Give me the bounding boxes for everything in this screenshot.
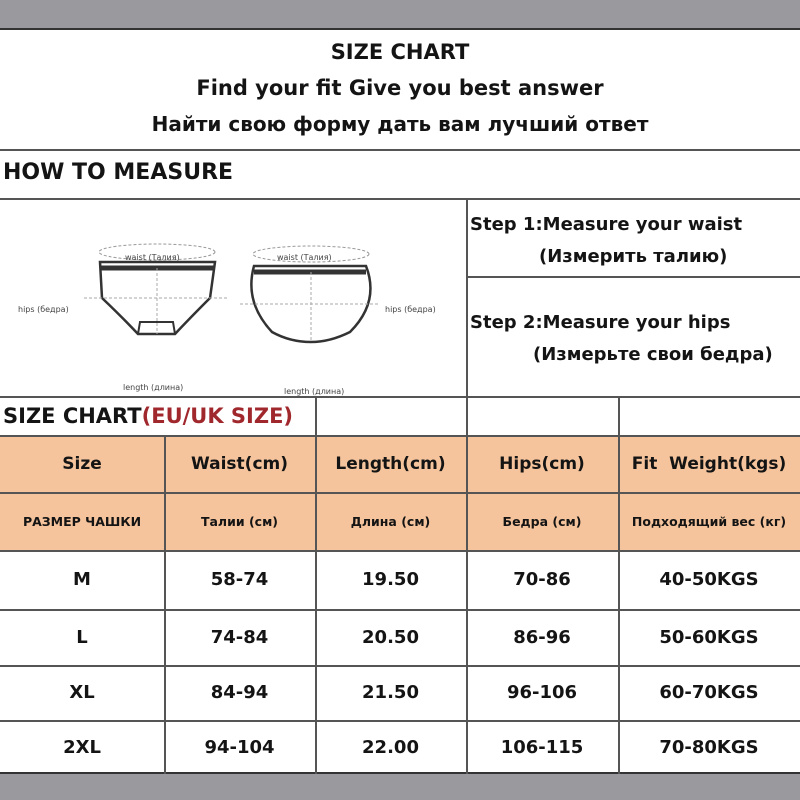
size-chart-title <box>3 404 293 428</box>
header-size-ru: РАЗМЕР ЧАШКИ <box>22 513 142 529</box>
label-hips-front: hips (бедра) <box>18 305 69 314</box>
row-l-waist: 74-84 <box>210 626 269 648</box>
row-2xl-size: 2XL <box>63 736 101 758</box>
header-hips-ru: Бедра (см) <box>502 513 582 529</box>
row-2xl-hips: 106-115 <box>500 736 584 758</box>
size-chart-title-prefix: SIZE CHART <box>3 404 142 428</box>
row-m-waist: 58-74 <box>210 569 269 590</box>
label-waist-back: waist (Талия) <box>277 253 332 262</box>
row-2xl-length: 22.00 <box>362 736 419 758</box>
header-length: Length(cm) <box>335 453 446 474</box>
size-chart-sheet <box>0 28 800 774</box>
step1-ru-text: (Измерить талию) <box>539 246 728 267</box>
header-hips: Hips(cm) <box>499 453 585 474</box>
row-l-size: L <box>76 626 88 648</box>
label-hips-back: hips (бедра) <box>385 305 436 314</box>
divider <box>466 198 468 398</box>
row-xl-weight: 60-70KGS <box>659 682 759 703</box>
row-xl-length: 21.50 <box>362 682 419 703</box>
page-title: SIZE CHART <box>330 40 470 64</box>
row-l-length: 20.50 <box>362 626 419 648</box>
row-m-weight: 40-50KGS <box>659 569 759 590</box>
row-m-length: 19.50 <box>362 569 419 590</box>
how-to-measure-title: HOW TO MEASURE <box>3 160 234 185</box>
row-2xl-weight: 70-80KGS <box>659 736 759 758</box>
underwear-diagram <box>0 202 465 398</box>
row-xl-waist: 84-94 <box>210 682 269 703</box>
label-length-front: length (длина) <box>123 383 184 392</box>
header-waist-ru: Талии (см) <box>200 513 279 529</box>
label-waist-front: waist (Талия) <box>125 253 180 262</box>
row-2xl-waist: 94-104 <box>204 736 275 758</box>
row-l-hips: 86-96 <box>513 626 571 648</box>
row-xl-size: XL <box>69 682 95 703</box>
subtitle-en: Find your fit Give you best answer <box>196 76 604 100</box>
row-m-hips: 70-86 <box>513 569 571 590</box>
header-length-ru: Длина (см) <box>350 513 431 529</box>
header-waist: Waist(cm) <box>190 453 289 474</box>
divider <box>466 276 800 278</box>
subtitle-ru: Найти свою форму дать вам лучший ответ <box>151 112 649 136</box>
size-chart-title-suffix: (EU/UK SIZE) <box>141 404 294 428</box>
step2-text: Step 2:Measure your hips <box>470 312 731 333</box>
step1-text: Step 1:Measure your waist <box>470 214 743 235</box>
step2-ru-text: (Измерьте свои бедра) <box>533 344 773 365</box>
label-length-back: length (длина) <box>284 387 345 396</box>
header-size: Size <box>62 453 102 474</box>
divider <box>0 198 800 200</box>
row-xl-hips: 96-106 <box>506 682 578 703</box>
divider <box>0 149 800 151</box>
divider <box>0 396 800 398</box>
header-fit-weight-ru: Подходящий вес (кг) <box>631 513 787 529</box>
header-fit-weight: Fit Weight(kgs) <box>631 453 787 474</box>
row-l-weight: 50-60KGS <box>659 626 759 648</box>
row-m-size: M <box>73 569 91 590</box>
